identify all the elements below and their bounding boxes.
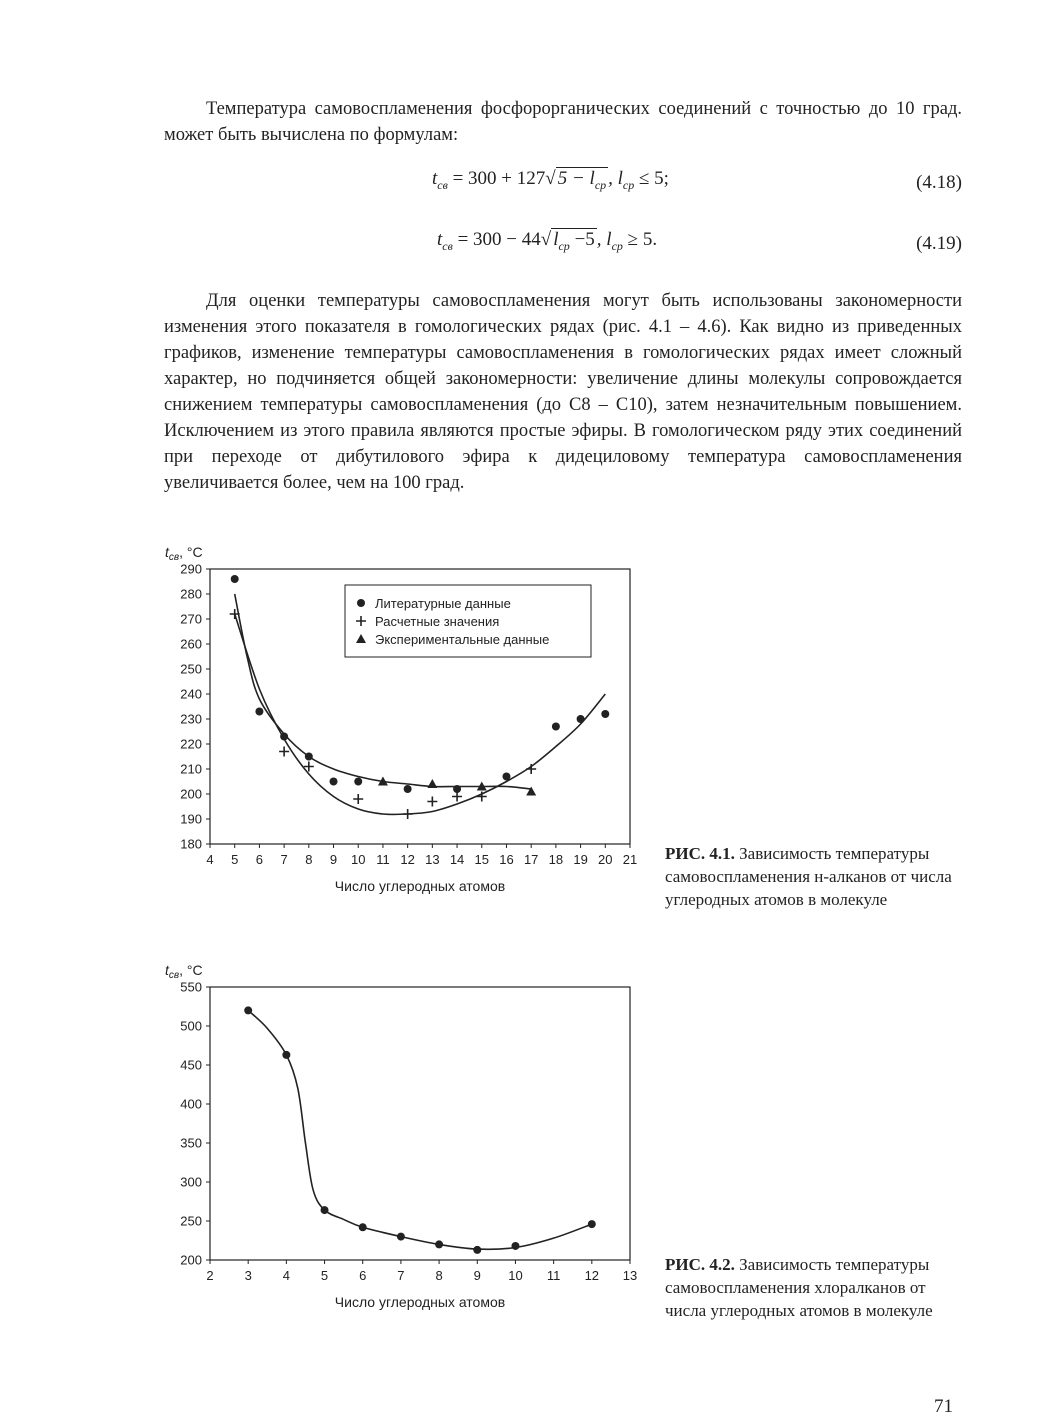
data-point-circle	[330, 778, 338, 786]
y-tick-label: 260	[180, 636, 202, 652]
y-tick-label: 550	[180, 979, 202, 995]
y-tick-label: 200	[180, 1252, 202, 1268]
x-axis-label: Число углеродных атомов	[334, 878, 506, 894]
data-point-circle	[502, 773, 510, 781]
figure-4-1-caption: РИС. 4.1. Зависимость температуры самовоспламенения н-алканов от числа углеродных атомов в молекуле	[665, 844, 952, 909]
x-tick-label: 3	[244, 1268, 252, 1283]
body-paragraph: Для оценки температуры самовоспламенения могут быть использованы закономерности изменения этого показателя в гомологических рядах (рис. 4.1 – 4.6). Как видно из приведенных графиков, изменение температуры самовоспламенения в гомологических рядах имеет сложный характер, но подчиняется общей закономерности: увеличение длины молекулы сопровождается снижением температуры самовоспламенения (до C8 – C10), затем незначительным повышением. Исключением из этого правила являются простые эфиры. В гомологическом ряду этих соединений при переходе от дибутилового эфира к дидециловому температура самовоспламенения увеличивается более, чем на 100 град.	[164, 291, 962, 493]
y-tick-label: 230	[180, 711, 202, 727]
data-point-plus	[403, 809, 413, 819]
y-axis-label-var: t	[165, 544, 169, 560]
x-tick-label: 11	[376, 852, 390, 867]
x-tick-label: 4	[206, 852, 214, 867]
data-point-circle	[404, 785, 412, 793]
y-tick-label: 450	[180, 1057, 202, 1073]
x-tick-label: 21	[622, 852, 638, 867]
y-tick-label: 300	[180, 1174, 202, 1190]
y-axis-label-unit: , °C	[179, 962, 203, 978]
legend-entry: Расчетные значения	[375, 614, 500, 629]
x-tick-label: 8	[305, 852, 313, 867]
y-tick-label: 210	[180, 761, 202, 777]
data-point-circle	[255, 708, 263, 716]
x-tick-label: 8	[435, 1268, 443, 1283]
y-tick-label: 270	[180, 611, 202, 627]
data-point-circle	[588, 1220, 596, 1228]
data-point-circle	[511, 1242, 519, 1250]
x-tick-label: 11	[546, 1268, 561, 1283]
y-axis-label-unit: , °C	[179, 544, 203, 560]
x-tick-label: 9	[473, 1268, 481, 1283]
x-tick-label: 14	[449, 852, 465, 867]
y-axis-label-var: t	[165, 962, 169, 978]
formula-4-19: $t_{св} = 300 - 44√$ $l_{ср} -5$ , $l_{ср} \ge 5$.	[437, 229, 658, 253]
plot-frame	[210, 987, 630, 1260]
data-point-circle	[359, 1223, 367, 1231]
data-point-plus	[427, 797, 437, 807]
data-point-circle	[305, 753, 313, 761]
y-tick-label: 350	[180, 1135, 202, 1151]
formula-4-18: $t_{св} = 300 + 127√$ $5 - l_{ср}$ , $l_{ср} \le 5$;	[432, 168, 669, 192]
legend-entry: Литературные данные	[375, 596, 511, 611]
legend	[345, 585, 591, 657]
y-tick-label: 180	[180, 836, 202, 852]
intro-paragraph: Температура самовоспламенения фосфорорганических соединений с точностью до 10 град. может быть вычислена по формулам:	[164, 99, 962, 145]
x-tick-label: 19	[573, 852, 588, 867]
x-tick-label: 10	[508, 1268, 523, 1283]
data-point-plus	[279, 747, 289, 757]
data-point-circle	[473, 1246, 481, 1254]
legend-entry: Экспериментальные данные	[375, 632, 550, 647]
x-tick-label: 7	[397, 1268, 405, 1283]
data-point-circle	[321, 1206, 329, 1214]
y-tick-label: 190	[180, 811, 202, 827]
x-tick-label: 6	[255, 852, 264, 867]
x-tick-label: 10	[351, 852, 366, 867]
x-tick-label: 9	[329, 852, 338, 867]
figure-4-2-chart	[155, 950, 645, 1330]
x-tick-label: 5	[320, 1268, 329, 1283]
y-tick-label: 280	[180, 586, 202, 602]
y-axis-label-sub: св	[168, 970, 180, 981]
y-tick-label: 400	[180, 1096, 202, 1112]
x-tick-label: 16	[499, 852, 514, 867]
x-tick-label: 5	[231, 852, 239, 867]
data-point-circle	[435, 1240, 443, 1248]
figure-4-1-chart	[155, 532, 645, 912]
y-tick-label: 290	[180, 561, 202, 577]
x-tick-label: 7	[280, 852, 288, 867]
y-tick-label: 240	[180, 686, 202, 702]
data-point-circle	[282, 1051, 290, 1059]
x-tick-label: 12	[584, 1268, 600, 1283]
x-axis-label: Число углеродных атомов	[334, 1294, 506, 1310]
figure-4-2-caption: РИС. 4.2. Зависимость температуры самовоспламенения хлоралканов от числа углеродных атомов в молекуле	[665, 1255, 933, 1320]
data-point-circle	[231, 575, 239, 583]
data-point-circle	[601, 710, 609, 718]
x-tick-label: 17	[523, 852, 539, 867]
y-tick-label: 250	[180, 661, 202, 677]
x-tick-label: 13	[425, 852, 440, 867]
y-axis-label-sub: св	[168, 552, 180, 563]
data-point-circle	[577, 715, 585, 723]
x-tick-label: 15	[474, 852, 489, 867]
y-tick-label: 500	[180, 1018, 202, 1034]
equation-number-4-19: (4.19)	[916, 233, 962, 254]
equation-number-4-18: (4.18)	[916, 172, 962, 193]
x-tick-label: 4	[282, 1268, 290, 1283]
x-tick-label: 2	[206, 1268, 214, 1283]
x-tick-label: 6	[359, 1268, 367, 1283]
y-tick-label: 220	[180, 736, 202, 752]
data-point-plus	[526, 764, 536, 774]
page-number: 71	[934, 1396, 953, 1417]
data-point-circle	[354, 778, 362, 786]
x-tick-label: 12	[400, 852, 415, 867]
data-point-circle	[244, 1006, 252, 1014]
y-tick-label: 250	[180, 1213, 202, 1229]
fit-curve	[248, 1010, 592, 1249]
data-point-triangle	[427, 779, 437, 788]
y-tick-label: 200	[180, 786, 202, 802]
data-point-circle	[552, 723, 560, 731]
y-axis-label	[165, 962, 203, 981]
y-axis-label	[165, 544, 203, 563]
data-point-plus	[452, 792, 462, 802]
data-point-circle	[280, 733, 288, 741]
data-point-circle	[357, 599, 365, 607]
x-tick-label: 20	[598, 852, 613, 867]
x-tick-label: 18	[548, 852, 564, 867]
data-point-circle	[397, 1233, 405, 1241]
data-point-plus	[353, 794, 363, 804]
x-tick-label: 13	[622, 1268, 638, 1283]
